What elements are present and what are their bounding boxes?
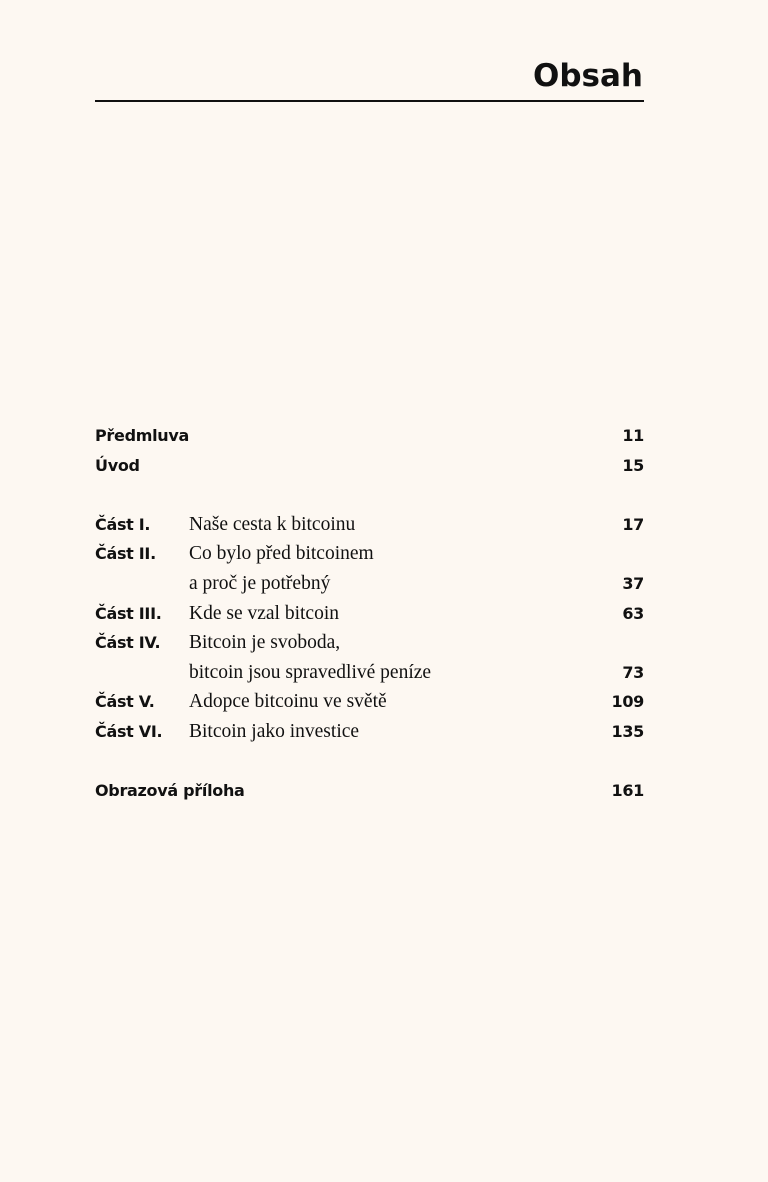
toc-entry-page: 11: [622, 426, 644, 445]
spacer: [95, 480, 644, 510]
toc-entry-part-4[interactable]: [95, 628, 644, 658]
toc-entry-page: 135: [611, 721, 644, 741]
toc-entry-label: Obrazová příloha: [95, 781, 245, 801]
toc-entry-label: Úvod: [95, 455, 140, 475]
toc-entry-part-3[interactable]: [95, 599, 644, 629]
toc-entry-predmluva[interactable]: [95, 421, 644, 451]
toc-entry-obrazova-priloha[interactable]: [95, 776, 644, 806]
toc-entry-part-5[interactable]: [95, 687, 644, 717]
part-label: Část V.: [95, 692, 155, 712]
chapter-title: Co bylo před bitcoinem: [189, 543, 374, 565]
part-label: Část I.: [95, 514, 151, 534]
part-label: Část VI.: [95, 721, 163, 741]
part-label: Část IV.: [95, 633, 161, 653]
part-label: Část II.: [95, 544, 156, 564]
toc-entry-part-2-cont[interactable]: [95, 569, 644, 599]
toc-entry-label: Předmluva: [95, 426, 189, 445]
chapter-title: Adopce bitcoinu ve světě: [189, 691, 387, 713]
chapter-title: Bitcoin jako investice: [189, 720, 360, 742]
toc-entry-part-2[interactable]: [95, 539, 644, 569]
chapter-title: Naše cesta k bitcoinu: [189, 513, 356, 535]
title-rule: [95, 100, 644, 102]
toc-entry-page: 17: [622, 514, 644, 534]
chapter-title-cont: a proč je potřebný: [189, 572, 331, 594]
chapter-title-cont: bitcoin jsou spravedlivé peníze: [189, 661, 432, 683]
toc-entry-part-4-cont[interactable]: [95, 658, 644, 688]
toc-entry-uvod[interactable]: [95, 451, 644, 481]
toc-entry-page: 161: [611, 781, 644, 801]
toc-entry-page: 109: [611, 692, 644, 712]
toc-entry-page: 73: [622, 662, 644, 682]
toc-entry-page: 63: [622, 603, 644, 623]
part-label: Část III.: [95, 603, 162, 623]
toc-entry-page: 15: [622, 455, 644, 475]
chapter-title: Kde se vzal bitcoin: [189, 602, 339, 624]
toc-entry-part-6[interactable]: [95, 717, 644, 747]
table-of-contents: [95, 421, 644, 806]
page-title: Obsah: [533, 58, 643, 94]
toc-entry-part-1[interactable]: [95, 510, 644, 540]
toc-entry-page: 37: [622, 573, 644, 593]
spacer: [95, 747, 644, 777]
chapter-title: Bitcoin je svoboda,: [189, 632, 341, 654]
